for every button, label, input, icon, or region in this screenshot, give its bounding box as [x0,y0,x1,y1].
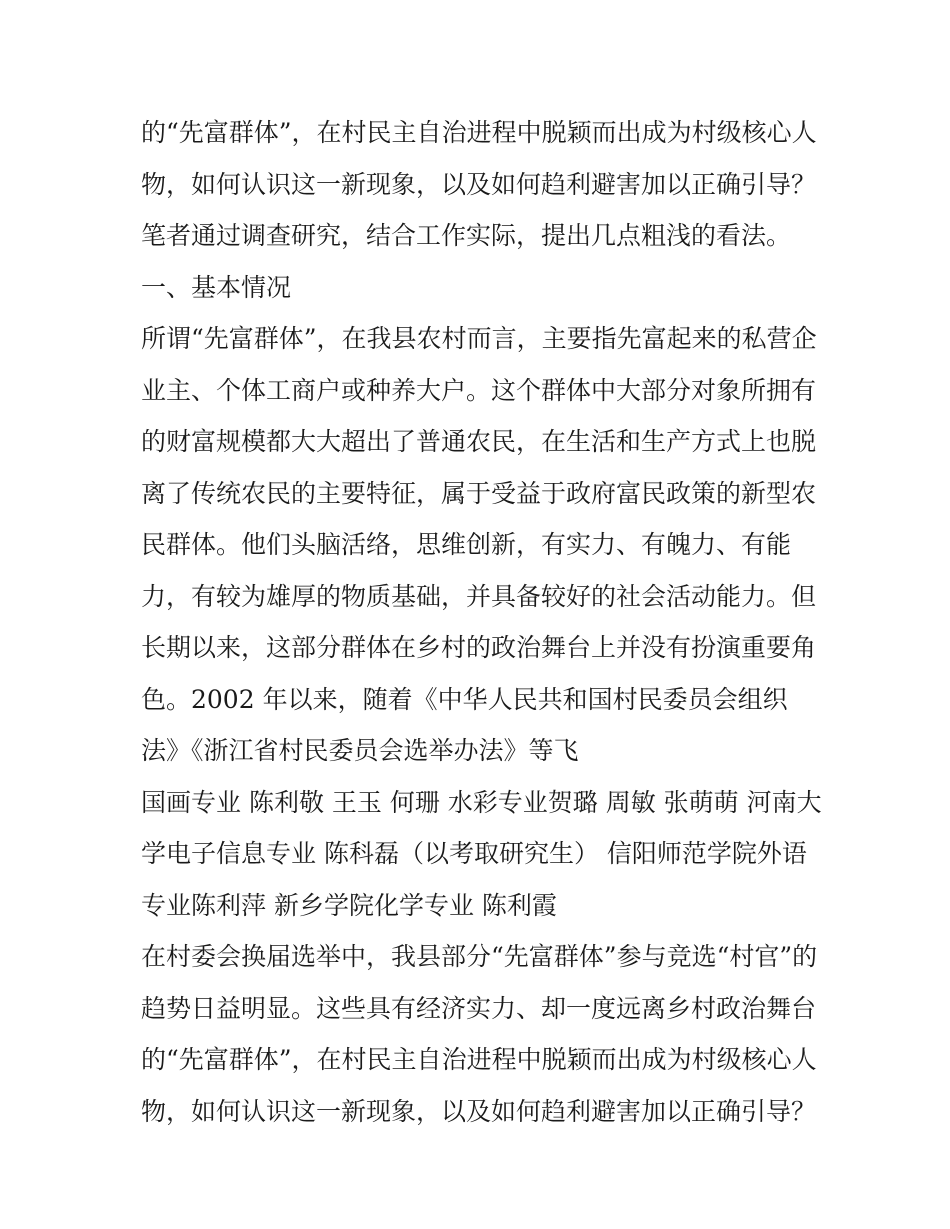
text-line: 民群体。他们头脑活络，思维创新，有实力、有魄力、有能 [141,530,792,559]
text-line: 业主、个体工商户或种养大户。这个群体中大部分对象所拥有 [141,375,817,405]
text-line: 色。2002 年以来，随着《中华人民共和国村民委员会组织 [141,684,788,714]
text-line: 趋势日益明显。这些具有经济实力、却一度远离乡村政治舞台 [141,993,817,1023]
text-line: 力，有较为雄厚的物质基础，并具备较好的社会活动能力。但 [141,581,817,611]
text-line: 在村委会换届选举中，我县部分“先富群体”参与竞选“村官”的 [141,942,818,971]
text-line: 长期以来，这部分群体在乡村的政治舞台上并没有扮演重要角 [141,633,817,662]
text-line: 的“先富群体”，在村民主自治进程中脱颖而出成为村级核心人 [141,1045,817,1074]
section-heading: 一、基本情况 [141,272,292,302]
text-line: 法》《浙江省村民委员会选举办法》等飞 [141,736,579,765]
text-line: 学电子信息专业 陈科磊（以考取研究生） 信阳师范学院外语 [141,839,807,868]
text-line: 物，如何认识这一新现象，以及如何趋利避害加以正确引导？ [141,169,817,199]
text-line: 物，如何认识这一新现象，以及如何趋利避害加以正确引导？ [141,1096,817,1126]
text-line: 的“先富群体”，在村民主自治进程中脱颖而出成为村级核心人 [141,118,817,147]
text-line: 国画专业 陈利敬 王玉 何珊 水彩专业贺璐 周敏 张萌萌 河南大 [141,787,822,817]
document-body [141,107,831,1137]
text-line: 专业陈利萍 新乡学院化学专业 陈利霞 [141,890,557,920]
text-line: 所谓“先富群体”，在我县农村而言，主要指先富起来的私营企 [141,324,817,353]
text-line: 离了传统农民的主要特征，属于受益于政府富民政策的新型农 [141,478,817,508]
text-line: 的财富规模都大大超出了普通农民，在生活和生产方式上也脱 [141,427,817,456]
text-line: 笔者通过调查研究，结合工作实际，提出几点粗浅的看法。 [141,221,792,250]
